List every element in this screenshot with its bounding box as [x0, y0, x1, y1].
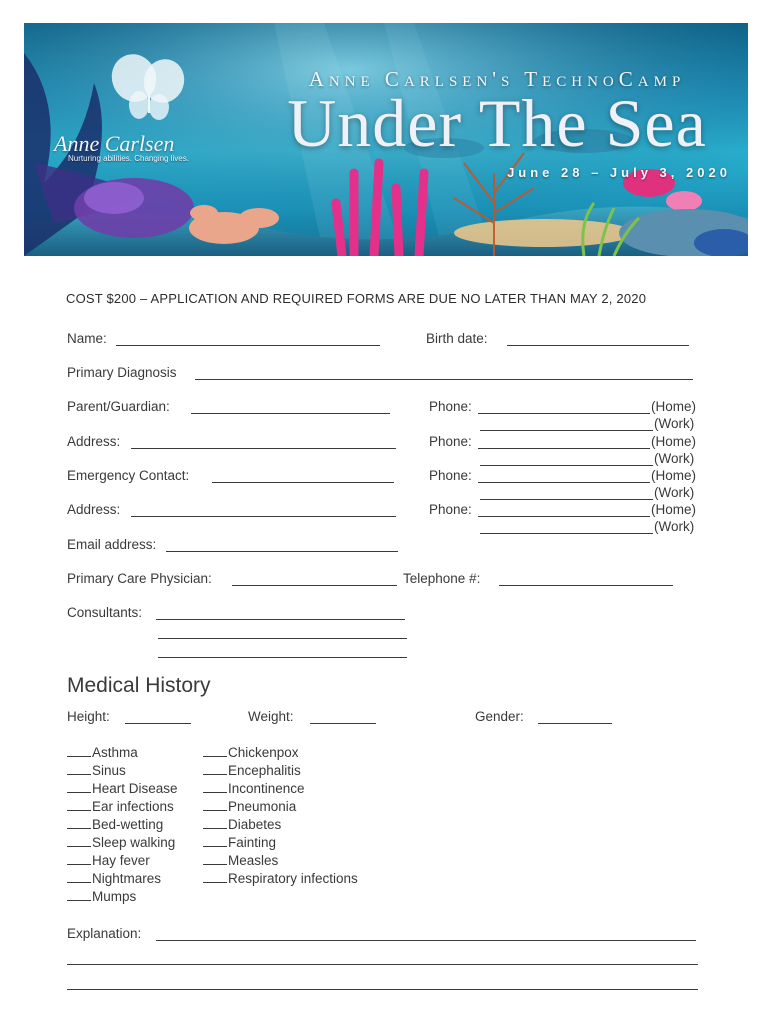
physician-field[interactable]	[232, 585, 397, 586]
home-label: (Home)	[651, 502, 697, 517]
email-field[interactable]	[166, 551, 398, 552]
parent-home-phone-field[interactable]	[478, 413, 650, 414]
condition-check-blank[interactable]	[67, 888, 91, 901]
condition-check-blank[interactable]	[203, 870, 227, 883]
condition-check-blank[interactable]	[67, 852, 91, 865]
signature-logo: Anne Carlsen	[54, 131, 175, 156]
condition-asthma[interactable]: Asthma	[67, 744, 138, 760]
phone-label: Phone:	[429, 468, 472, 483]
phone-label: Phone:	[429, 399, 472, 414]
condition-check-blank[interactable]	[67, 780, 91, 793]
condition-check-blank[interactable]	[203, 852, 227, 865]
condition-ear-infections[interactable]: Ear infections	[67, 798, 174, 814]
address-home-phone-field[interactable]	[478, 448, 650, 449]
telephone-label: Telephone #:	[403, 571, 481, 586]
address-label: Address:	[67, 434, 121, 449]
consultants-field-3[interactable]	[158, 657, 407, 658]
name-label: Name:	[67, 331, 107, 346]
emergency-work-phone-field[interactable]	[480, 499, 653, 500]
condition-fainting[interactable]: Fainting	[203, 834, 276, 850]
work-label: (Work)	[654, 519, 695, 534]
condition-encephalitis[interactable]: Encephalitis	[203, 762, 301, 778]
home-label: (Home)	[651, 468, 697, 483]
condition-heart-disease[interactable]: Heart Disease	[67, 780, 178, 796]
home-label: (Home)	[651, 399, 697, 414]
condition-check-blank[interactable]	[67, 798, 91, 811]
condition-mumps[interactable]: Mumps	[67, 888, 136, 904]
explanation-field-1[interactable]	[156, 940, 696, 941]
primary-diagnosis-field[interactable]	[195, 379, 693, 380]
tagline: Nurturing abilities. Changing lives.	[68, 154, 189, 163]
condition-check-blank[interactable]	[203, 816, 227, 829]
condition-check-blank[interactable]	[203, 762, 227, 775]
condition-check-blank[interactable]	[203, 780, 227, 793]
address-field[interactable]	[131, 448, 396, 449]
condition-incontinence[interactable]: Incontinence	[203, 780, 305, 796]
camp-name: Anne Carlsen's TechnoCamp	[308, 67, 686, 91]
header-banner	[24, 23, 748, 256]
name-field[interactable]	[116, 345, 380, 346]
theme-headline: Under The Sea	[287, 85, 707, 161]
condition-diabetes[interactable]: Diabetes	[203, 816, 281, 832]
camp-dates: June 28 – July 3, 2020	[507, 165, 731, 180]
address-work-phone-field[interactable]	[480, 465, 653, 466]
gender-label: Gender:	[475, 709, 524, 724]
condition-chickenpox[interactable]: Chickenpox	[203, 744, 299, 760]
explanation-field-2[interactable]	[67, 964, 698, 965]
condition-check-blank[interactable]	[67, 834, 91, 847]
condition-check-blank[interactable]	[203, 834, 227, 847]
condition-sleep-walking[interactable]: Sleep walking	[67, 834, 175, 850]
condition-check-blank[interactable]	[203, 798, 227, 811]
height-label: Height:	[67, 709, 110, 724]
emergency-home-phone-field[interactable]	[478, 482, 650, 483]
work-label: (Work)	[654, 485, 695, 500]
emergency-contact-field[interactable]	[212, 482, 394, 483]
primary-diagnosis-label: Primary Diagnosis	[67, 365, 177, 380]
phone-label: Phone:	[429, 502, 472, 517]
consultants-field-1[interactable]	[156, 619, 405, 620]
condition-measles[interactable]: Measles	[203, 852, 278, 868]
explanation-label: Explanation:	[67, 926, 142, 941]
condition-nightmares[interactable]: Nightmares	[67, 870, 161, 886]
medical-history-heading: Medical History	[67, 674, 211, 697]
physician-label: Primary Care Physician:	[67, 571, 212, 586]
condition-check-blank[interactable]	[67, 762, 91, 775]
parent-guardian-label: Parent/Guardian:	[67, 399, 170, 414]
condition-check-blank[interactable]	[67, 744, 91, 757]
parent-guardian-field[interactable]	[191, 413, 390, 414]
home-label: (Home)	[651, 434, 697, 449]
height-field[interactable]	[125, 723, 191, 724]
birth-date-label: Birth date:	[426, 331, 488, 346]
cost-notice: COST $200 – APPLICATION AND REQUIRED FORMS ARE DUE NO LATER THAN MAY 2, 2020	[66, 291, 647, 306]
condition-hay-fever[interactable]: Hay fever	[67, 852, 150, 868]
emergency-address-home-phone-field[interactable]	[478, 516, 650, 517]
consultants-label: Consultants:	[67, 605, 143, 620]
condition-bed-wetting[interactable]: Bed-wetting	[67, 816, 163, 832]
consultants-field-2[interactable]	[158, 638, 407, 639]
work-label: (Work)	[654, 416, 695, 431]
email-label: Email address:	[67, 537, 157, 552]
emergency-address-field[interactable]	[131, 516, 396, 517]
gender-field[interactable]	[538, 723, 612, 724]
weight-field[interactable]	[310, 723, 376, 724]
condition-check-blank[interactable]	[67, 870, 91, 883]
phone-label: Phone:	[429, 434, 472, 449]
condition-check-blank[interactable]	[203, 744, 227, 757]
physician-telephone-field[interactable]	[499, 585, 673, 586]
explanation-field-3[interactable]	[67, 989, 698, 990]
work-label: (Work)	[654, 451, 695, 466]
weight-label: Weight:	[248, 709, 294, 724]
emergency-contact-label: Emergency Contact:	[67, 468, 190, 483]
emergency-address-label: Address:	[67, 502, 121, 517]
condition-pneumonia[interactable]: Pneumonia	[203, 798, 296, 814]
condition-check-blank[interactable]	[67, 816, 91, 829]
birth-date-field[interactable]	[507, 345, 689, 346]
condition-respiratory-infections[interactable]: Respiratory infections	[203, 870, 358, 886]
parent-work-phone-field[interactable]	[480, 430, 653, 431]
condition-sinus[interactable]: Sinus	[67, 762, 126, 778]
emergency-address-work-phone-field[interactable]	[480, 533, 653, 534]
